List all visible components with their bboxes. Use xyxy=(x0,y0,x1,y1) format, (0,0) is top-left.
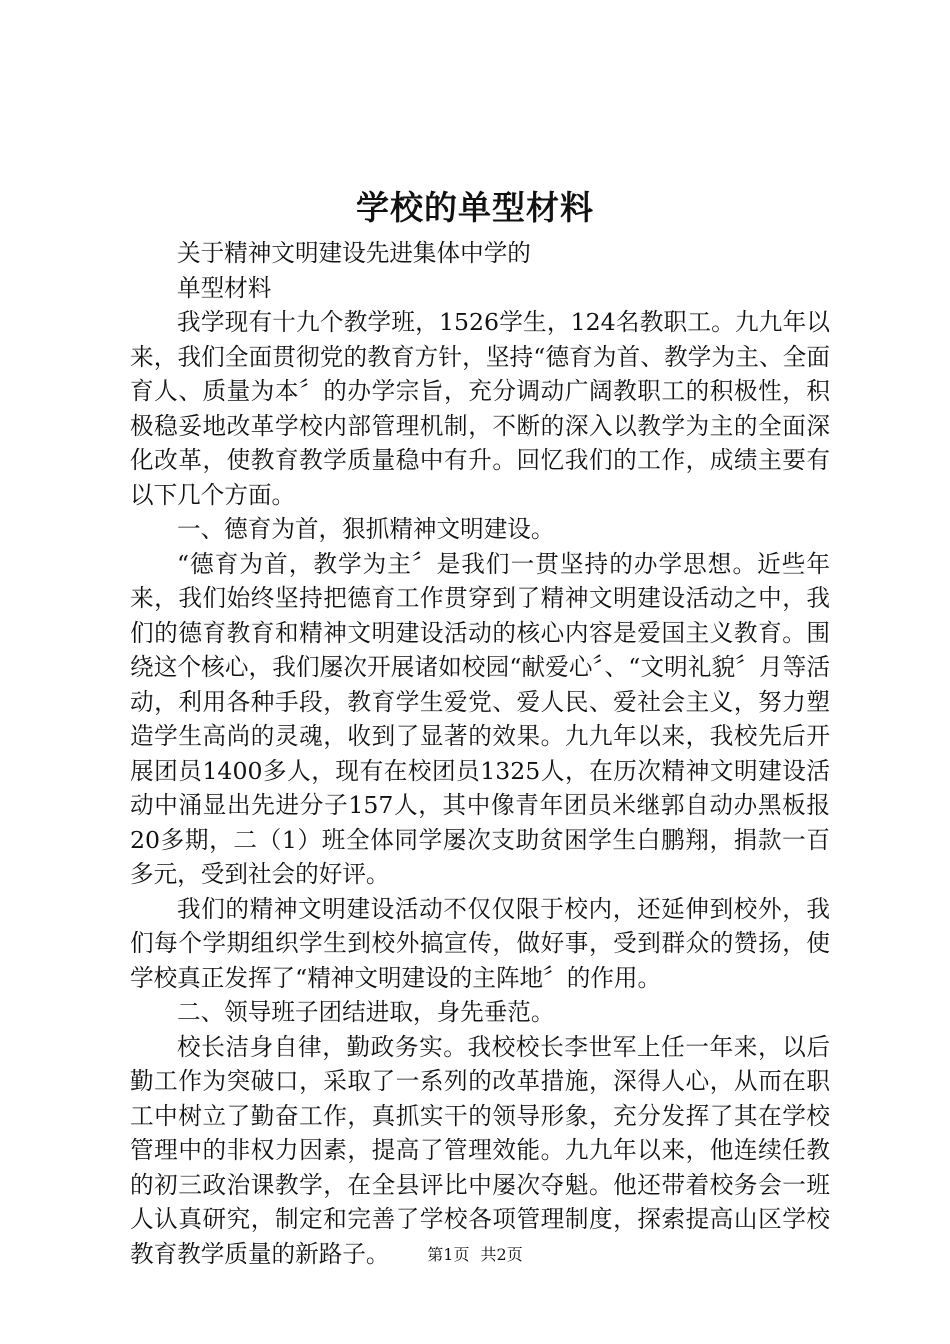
page-number: 第1页 xyxy=(427,1245,470,1264)
paragraph-intro: 我学现有十九个教学班，1526学生，124名教职工。九九年以来，我们全面贯彻党的教育方针，坚持“德育为首、教学为主、全面育人、质量为本〞的办学宗旨，充分调动广阔教职工的积极性，积极稳妥地改革学校内部管理机制，不断的深入以教学为主的全面深化改革，使教育教学质量稳中有升。回忆我们的工作，成绩主要有以下几个方面。 xyxy=(130,308,830,509)
page-total: 共2页 xyxy=(480,1245,523,1264)
section-heading-1: 一、德育为首，狠抓精神文明建设。 xyxy=(177,515,555,543)
subtitle-line-2: 单型材料 xyxy=(177,273,272,302)
subtitle-line-1: 关于精神文明建设先进集体中学的 xyxy=(177,239,531,267)
section-heading-2: 二、领导班子团结进取，身先垂范。 xyxy=(177,998,555,1026)
page-footer xyxy=(0,1244,950,1266)
paragraph-leadership: 校长洁身自律，勤政务实。我校校长李世军上任一年来，以后勤工作为突破口，采取了一系列的改革措施，深得人心，从而在职工中树立了勤奋工作，真抓实干的领导形象，充分发挥了其在学校管理中的非权力因素，提高了管理效能。九九年以来，他连续任教的初三政治课教学，在全县评比中屡次夺魁。他还带着校务会一班人认真研究，制定和完善了学校各项管理制度，探索提高山区学校教育教学质量的新路子。 xyxy=(130,1032,830,1268)
paragraph-moral-education: “德育为首，教学为主〞是我们一贯坚持的办学思想。近些年来，我们始终坚持把德育工作贯穿到了精神文明建设活动之中，我们的德育教育和精神文明建设活动的核心内容是爱国主义教育。围绕这个核心，我们屡次开展诸如校园“献爱心〞、“文明礼貌〞月等活动，利用各种手段，教育学生爱党、爱人民、爱社会主义，努力塑造学生高尚的灵魂，收到了显著的效果。九九年以来，我校先后开展团员1400多人，现有在校团员1325人，在历次精神文明建设活动中涌显出先进分子157人，其中像青年团员米继郭自动办黑板报20多期，二（1）班全体同学屡次支助贫困学生白鹏翔，捐款一百多元，受到社会的好评。 xyxy=(130,549,830,888)
document-title: 学校的单型材料 xyxy=(356,188,594,227)
document-body xyxy=(130,236,830,1271)
paragraph-outreach: 我们的精神文明建设活动不仅仅限于校内，还延伸到校外，我们每个学期组织学生到校外搞宣传，做好事，受到群众的赞扬，使学校真正发挥了“精神文明建设的主阵地〞的作用。 xyxy=(130,894,830,992)
